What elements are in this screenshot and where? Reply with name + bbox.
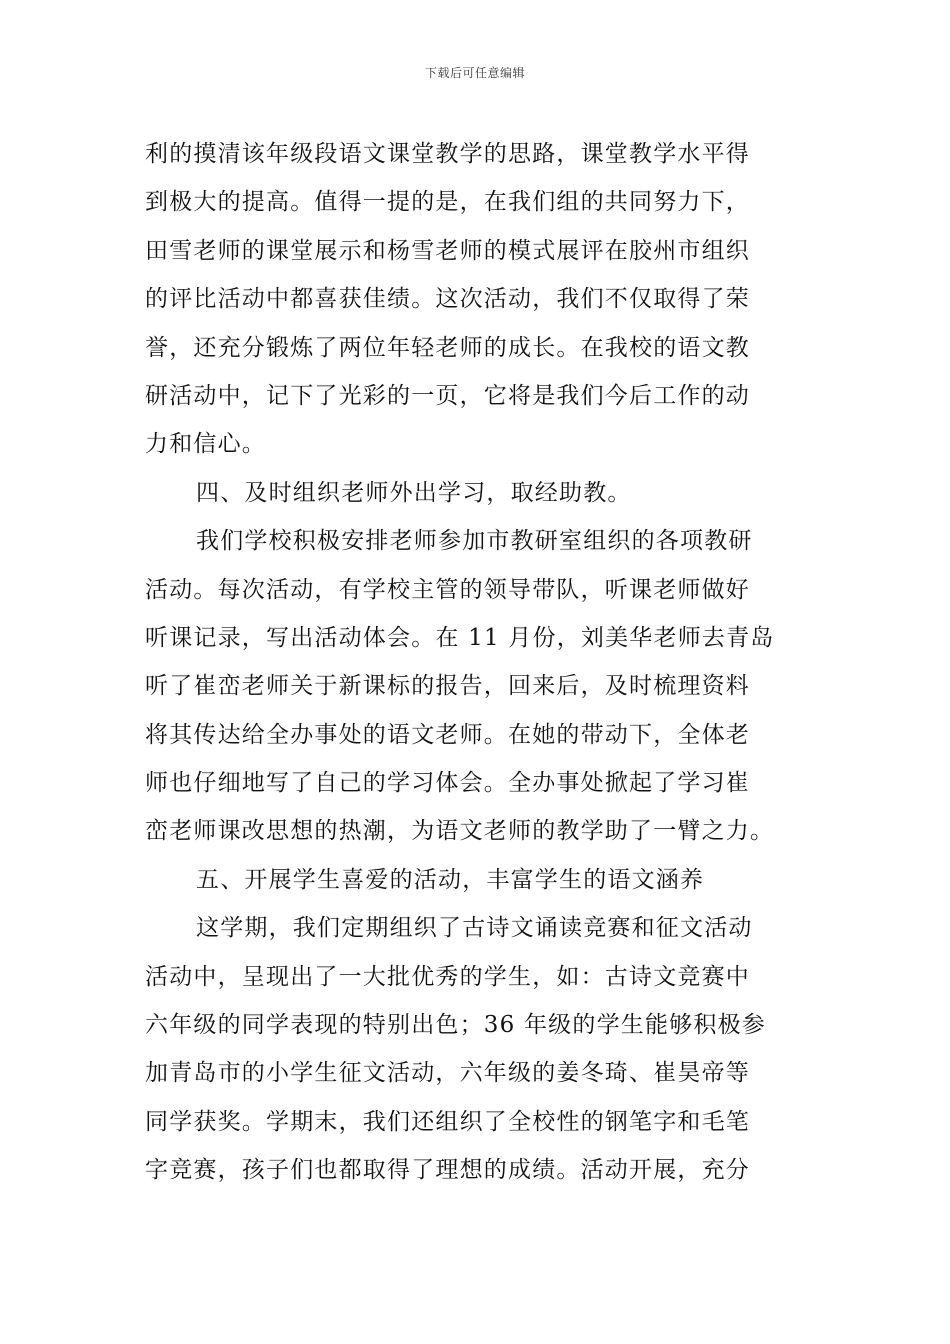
text-line: 誉，还充分锻炼了两位年轻老师的成长。在我校的语文教 (145, 334, 750, 361)
text-line: 师也仔细地写了自己的学习体会。全办事处掀起了学习崔 (145, 770, 750, 797)
page-header: 下载后可任意编辑 (424, 66, 525, 80)
text-line: 四、及时组织老师外出学习，取经助教。 (196, 479, 632, 506)
text-line: 这学期，我们定期组织了古诗文诵读竞赛和征文活动 (196, 915, 753, 942)
text-line: 峦老师课改思想的热潮，为语文老师的教学助了一臂之力。 (145, 818, 775, 845)
text-line: 的评比活动中都喜获佳绩。这次活动，我们不仅取得了荣 (145, 286, 750, 313)
text-line: 到极大的提高。值得一提的是，在我们组的共同努力下， (145, 189, 750, 216)
text-line: 我们学校积极安排老师参加市教研室组织的各项教研 (196, 528, 753, 555)
text-line: 同学获奖。学期末，我们还组织了全校性的钢笔字和毛笔 (145, 1108, 750, 1135)
text-line: 力和信心。 (145, 431, 266, 458)
text-line: 六年级的同学表现的特别出色；36 年级的学生能够积极参 (145, 1012, 766, 1039)
text-line: 字竞赛，孩子们也都取得了理想的成绩。活动开展，充分 (145, 1157, 750, 1184)
text-line: 活动中，呈现出了一大批优秀的学生，如：古诗文竞赛中 (145, 963, 750, 990)
text-line: 五、开展学生喜爱的活动，丰富学生的语文涵养 (196, 866, 705, 893)
text-line: 利的摸清该年级段语文课堂教学的思路，课堂教学水平得 (145, 141, 750, 167)
document-body (145, 130, 815, 1195)
text-line: 田雪老师的课堂展示和杨雪老师的模式展评在胶州市组织 (145, 237, 750, 264)
text-line: 将其传达给全办事处的语文老师。在她的带动下，全体老 (145, 721, 750, 748)
text-line: 听课记录，写出活动体会。在 11 月份，刘美华老师去青岛 (145, 624, 775, 651)
text-line: 活动。每次活动，有学校主管的领导带队，听课老师做好 (145, 576, 750, 603)
text-line: 加青岛市的小学生征文活动，六年级的姜冬琦、崔昊帝等 (145, 1060, 750, 1087)
text-line: 研活动中，记下了光彩的一页，它将是我们今后工作的动 (145, 382, 750, 409)
text-line: 听了崔峦老师关于新课标的报告，回来后，及时梳理资料 (145, 673, 750, 700)
